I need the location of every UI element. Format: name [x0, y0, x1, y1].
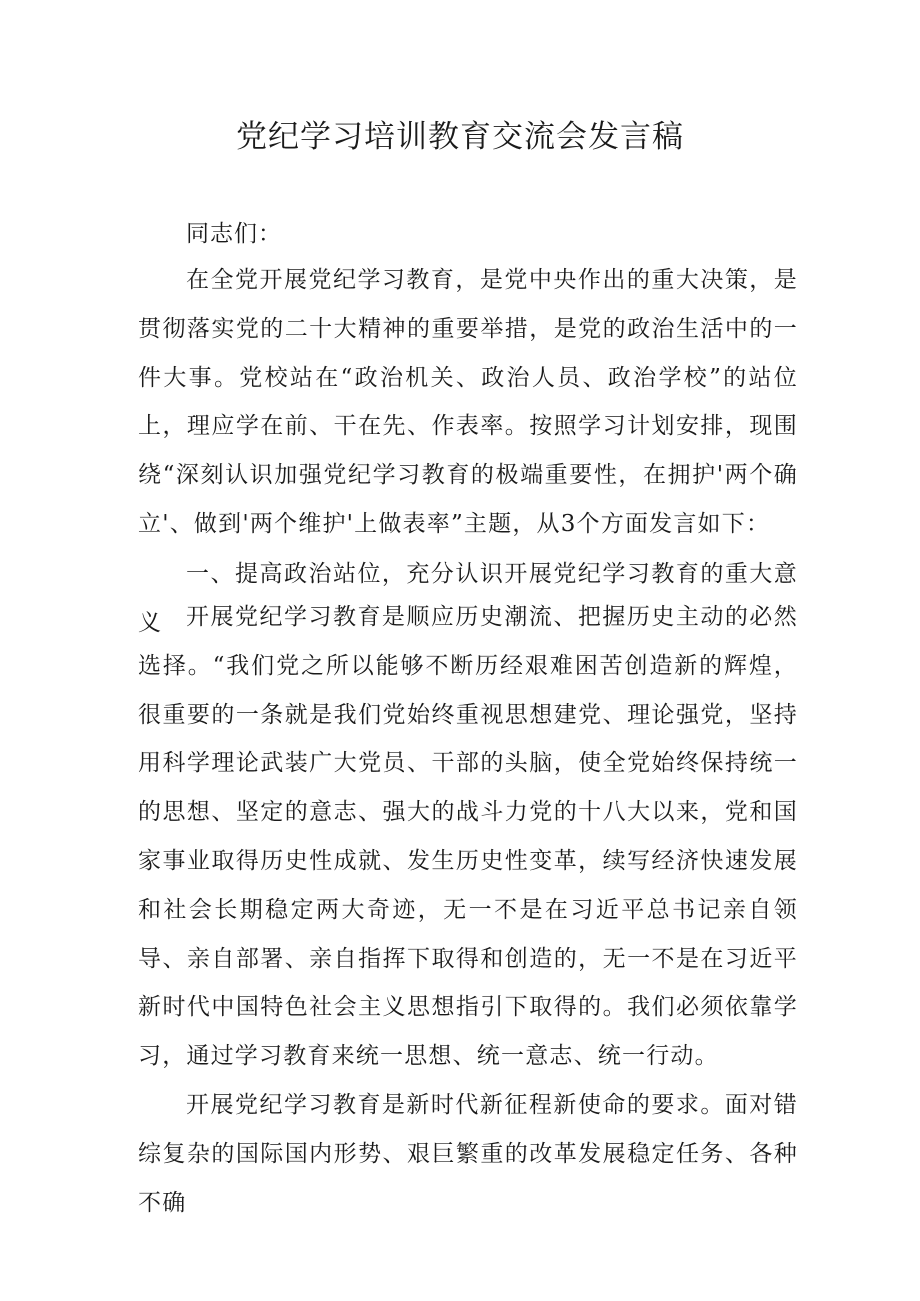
- salutation: 同志们：: [186, 221, 282, 247]
- section-heading-text: 一、提高政治站位，充分认识开展党纪学习教育的重大意义: [138, 561, 798, 636]
- paragraph-text: 开展党纪学习教育是顺应历史潮流、把握历史主动的必然选择。“我们党之所以能够不断历经艰难困苦创造新的辉煌，很重要的一条就是我们党始终重视思想建党、理论强党，坚持用科学理论武装广大党员、干部的头脑，使全党始终保持统一的思想、坚定的意志、强大的战斗力党的十八大以来，党和国家事业取得历史性成就、发生历史性变革，续写经济快速发展和社会长期稳定两大奇迹，无一不是在习近平总书记亲自领导、亲自部署、亲自指挥下取得和创造的，无一不是在习近平新时代中国特色社会主义思想指引下取得的。我们必须依靠学习，通过学习教育来统一思想、统一意志、统一行动。: [138, 604, 798, 1070]
- paragraph-text: 在全党开展党纪学习教育，是党中央作出的重大决策，是贯彻落实党的二十大精神的重要举措，是党的政治生活中的一件大事。党校站在“政治机关、政治人员、政治学校”的站位上，理应学在前、干在先、作表率。按照学习计划安排，现围绕“深刻认识加强党纪学习教育的极端重要性，在拥护'两个确立'、做到'两个维护'上做表率”主题，从3个方面发言如下：: [138, 267, 798, 537]
- paragraph-history: [138, 593, 798, 1081]
- paragraph-text: 开展党纪学习教育是新时代新征程新使命的要求。面对错综复杂的国际国内形势、艰巨繁重的改革发展稳定任务、各种不确: [138, 1092, 798, 1216]
- paragraph-intro: [138, 256, 798, 549]
- document-title: 党纪学习培训教育交流会发言稿: [236, 119, 684, 155]
- paragraph-new-era: [138, 1081, 798, 1227]
